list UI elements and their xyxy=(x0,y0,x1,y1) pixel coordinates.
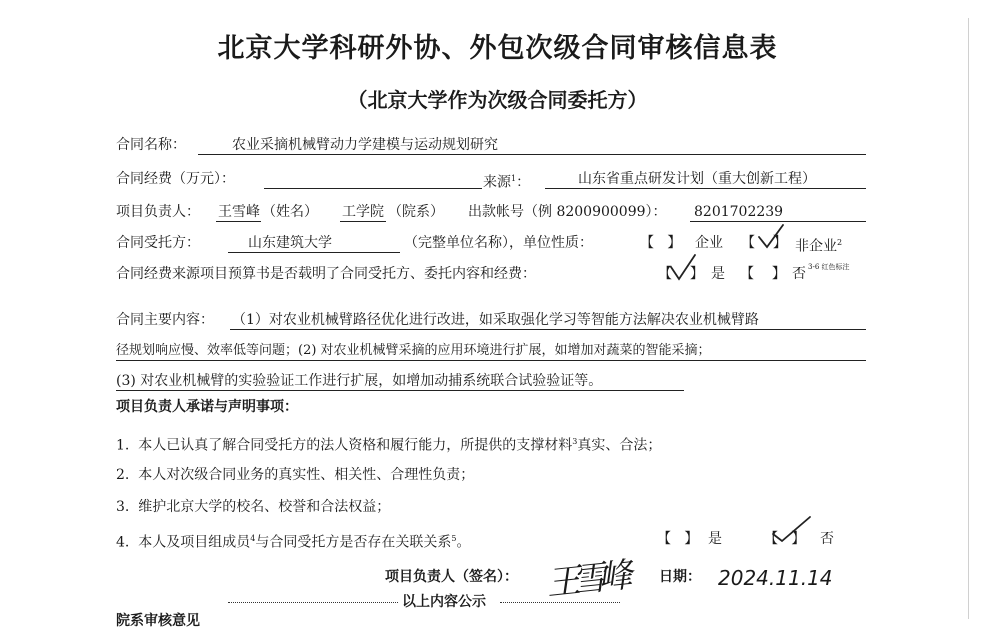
commitment-item-3: 3. 维护北京大学的校名、校誉和合法权益； xyxy=(116,499,391,515)
next-section-heading: 院系审核意见 xyxy=(116,613,200,629)
account-value: 8201702239 xyxy=(694,204,784,220)
footnote-4: 4 xyxy=(250,534,256,543)
footnote-5: 5 xyxy=(451,534,457,543)
footnote-3: 3 xyxy=(572,437,578,446)
item4-no-checkbox[interactable]: 【 】 xyxy=(764,531,806,547)
notice-divider-left xyxy=(228,602,398,603)
item4-no-label: 否 xyxy=(820,531,834,547)
commitments-heading: 项目负责人承诺与声明事项： xyxy=(116,399,298,415)
trustee-value: 山东建筑大学 xyxy=(248,235,332,251)
budget-no-checkbox[interactable]: 【 】 xyxy=(740,266,786,282)
contract-funds-underline xyxy=(264,170,482,189)
contract-name-label: 合同名称： xyxy=(116,137,186,153)
leader-dept: 工学院 xyxy=(342,204,384,220)
date-label: 日期： xyxy=(659,569,701,585)
main-content-line-2: 径规划响应慢、效率低等问题；(2) 对农业机械臂采摘的应用环境进行扩展，如增加对蔬菜的智能采摘； xyxy=(116,343,711,358)
trustee-label: 合同受托方： xyxy=(116,235,200,251)
budget-question: 合同经费来源项目预算书是否载明了合同受托方、委托内容和经费： xyxy=(116,266,536,282)
commitment-item-2: 2. 本人对次级合同业务的真实性、相关性、合理性负责； xyxy=(116,467,475,483)
trustee-suffix: （完整单位名称），单位性质： xyxy=(404,235,593,251)
budget-yes-label: 是 xyxy=(711,266,725,282)
handwritten-signature: 王雪峰 xyxy=(544,556,627,604)
leader-name: 王雪峰 xyxy=(218,204,260,220)
main-content-line-3: (3) 对农业机械臂的实验验证工作进行扩展，如增加动捕系统联合试验验证等。 xyxy=(116,373,603,389)
signature-label: 项目负责人（签名）： xyxy=(385,569,518,585)
item4-yes-label: 是 xyxy=(708,531,722,547)
funds-source-label: 来源$^1$： xyxy=(483,174,531,191)
contract-name-value: 农业采摘机械臂动力学建模与运动规划研究 xyxy=(232,137,498,153)
leader-dept-suffix: （院系） xyxy=(388,204,444,220)
commitment-item-4: 4. 本人及项目组成员$^4$与合同受托方是否存在关联关系$^5$。 xyxy=(116,534,471,551)
enterprise-label: 企业 xyxy=(695,235,723,251)
form-subtitle: （北京大学作为次级合同委托方） xyxy=(347,88,648,112)
footnote-2: 2 xyxy=(837,238,843,247)
contract-funds-label: 合同经费（万元）： xyxy=(116,171,235,187)
footnote-3-6: 3-6 红色标注 xyxy=(808,263,850,271)
notice-divider-right xyxy=(500,602,620,603)
project-leader-label: 项目负责人： xyxy=(116,204,200,220)
non-enterprise-check-icon xyxy=(756,222,786,250)
signature-date: 2024.11.14 xyxy=(718,566,833,590)
form-title: 北京大学科研外协、外包次级合同审核信息表 xyxy=(217,33,778,64)
enterprise-checkbox[interactable]: 【 】 xyxy=(640,235,682,251)
public-notice: 以上内容公示 xyxy=(402,594,486,610)
main-content-label: 合同主要内容： xyxy=(116,312,214,328)
main-content-line-1: （1）对农业机械臂路径优化进行改进，如采取强化学习等智能方法解决农业机械臂路 xyxy=(232,312,759,328)
budget-yes-check-icon xyxy=(668,252,698,282)
budget-no-label: 否 xyxy=(792,266,806,282)
commitment-item-1: 1. 本人已认真了解合同受托方的法人资格和履行能力，所提供的支撑材料$^3$真实、合法； xyxy=(116,437,662,454)
footnote-1: 1 xyxy=(511,174,517,183)
non-enterprise-label: 非企业$^2$ xyxy=(795,238,843,255)
item4-yes-checkbox[interactable]: 【 】 xyxy=(657,531,699,547)
item4-no-check-icon xyxy=(770,514,812,544)
account-label: 出款帐号（例 8200900099）： xyxy=(468,204,667,220)
leader-name-suffix: （姓名） xyxy=(262,204,318,220)
funds-source-value: 山东省重点研发计划（重大创新工程） xyxy=(578,171,816,187)
non-enterprise-checkbox[interactable]: 【 】 xyxy=(741,235,787,251)
budget-yes-checkbox[interactable]: 【 】 xyxy=(658,266,704,282)
